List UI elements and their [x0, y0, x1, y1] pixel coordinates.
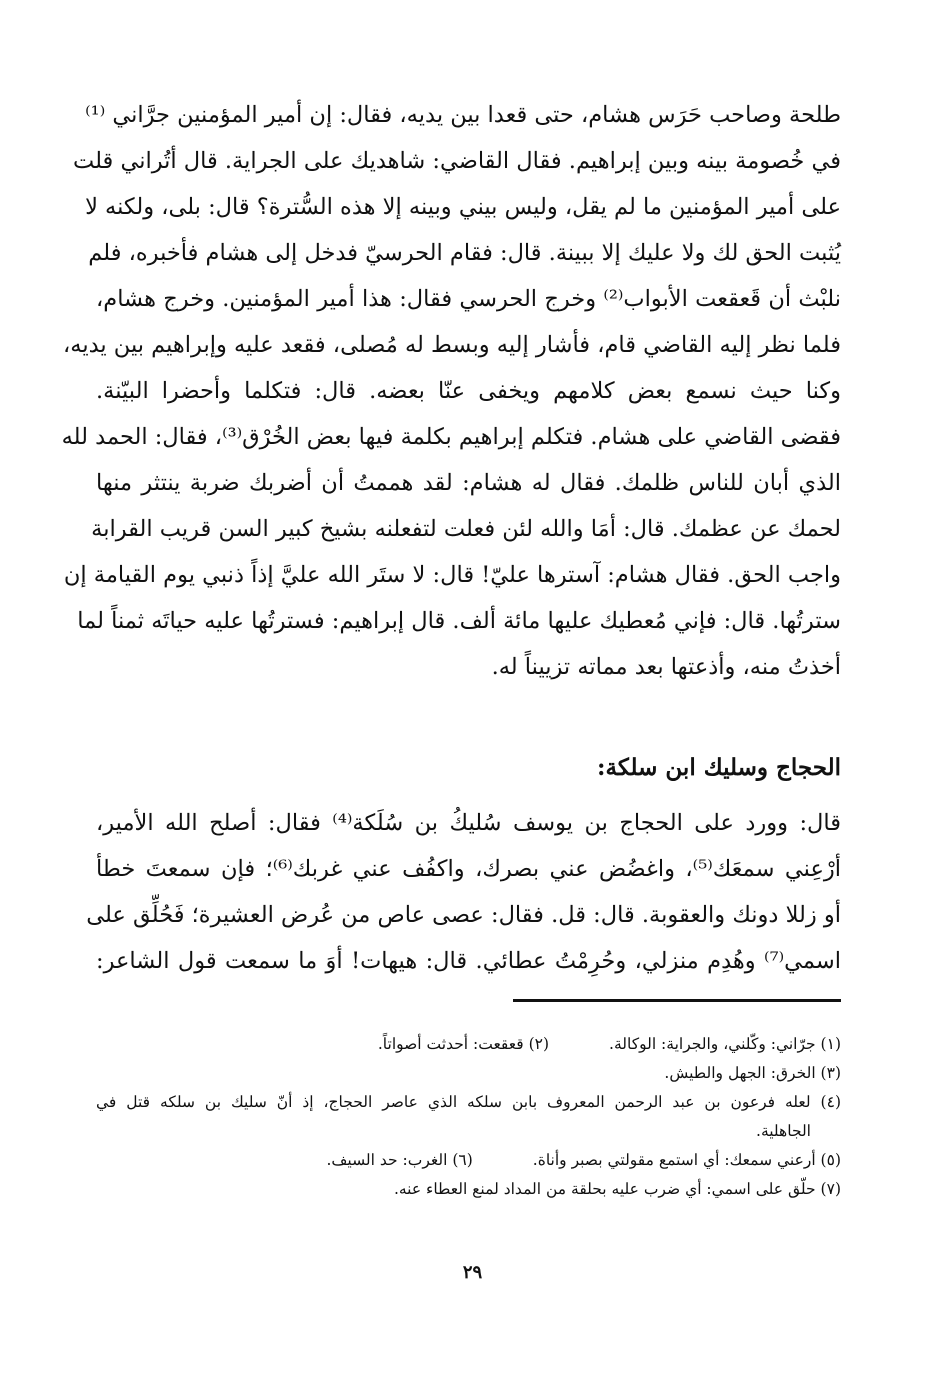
footnote-row: [96, 1030, 841, 1059]
footnote-4-continuation: الجاهلية.: [756, 1122, 811, 1140]
text-line: وكنا حيث نسمع بعض كلامهم ويخفى عنّا بعضه. قال: فتكلما وأحضرا البيّنة.: [96, 378, 841, 404]
text-line: في خُصومة بينه وبين إبراهيم. فقال القاضي: شاهديك على الجراية. قال أتُراني قلت: [73, 148, 841, 174]
footnote-2: (٢) قعقعت: أحدثت أصواتاً.: [377, 1035, 550, 1053]
text-line: الذي أبان للناس ظلمك. فقال له هشام: لقد هممتُ أن أضربك ضربة ينتثر منها: [96, 470, 841, 496]
text-line: اسمي⁽⁷⁾ وهُدِم منزلي، وحُرِمْتُ عطائي. قال: هيهات! أوَ ما سمعت قول الشاعر:: [96, 948, 841, 974]
text-line: أرْعِني سمعَك⁽⁵⁾، واغضُض عني بصرك، واكفُف عني غربك⁽⁶⁾؛ فإن سمعتَ خطأ: [96, 856, 841, 882]
main-text-block: [61, 92, 841, 690]
text-line: على أمير المؤمنين ما لم يقل، وليس بيني وبينه إلا هذه السُّترة؟ قال: بلى، ولكنه لا: [85, 194, 841, 220]
text-line: طلحة وصاحب حَرَس هشام، حتى قعدا بين يديه، فقال: إن أمير المؤمنين جرَّاني ⁽¹⁾: [85, 102, 841, 128]
text-line: قال: وورد على الحجاج بن يوسف سُليكُ بن سُلَكة⁽⁴⁾ فقال: أصلح الله الأمير،: [96, 810, 841, 836]
text-line: أو زللا دونك والعقوبة. قال: قل. فقال: عصى عاص من عُرض العشيرة؛ فَحُلِّق على: [86, 902, 841, 928]
footnote-1: (١) جرّاني: وكّلني، والجراية: الوكالة.: [609, 1035, 841, 1053]
text-line: يُثبت الحق لك ولا عليك إلا ببينة. قال: فقام الحرسيّ فدخل إلى هشام فأخبره، فلم: [88, 240, 841, 266]
text-line: نلبْث أن قَعقعت الأبواب⁽²⁾ وخرج الحرسي فقال: هذا أمير المؤمنين. وخرج هشام،: [96, 286, 841, 312]
text-line: سترتُها. قال: فإني مُعطيك عليها مائة ألف. قال إبراهيم: فسترتُها عليه حياتَه ثمناً لما: [77, 608, 841, 634]
footnote-3: (٣) الخرق: الجهل والطيش.: [664, 1064, 841, 1082]
footnote-7: (٧) حلّق على اسمي: أي ضرب عليه بحلقة من المداد لمنع العطاء عنه.: [393, 1180, 841, 1198]
footnote-6: (٦) الغرب: حد السيف.: [326, 1151, 473, 1169]
footnotes: [96, 1030, 841, 1204]
page-number: ٢٩: [462, 1262, 483, 1283]
footnote-5: (٥) أرعني سمعك: أي استمع مقولتي بصبر وأناة.: [532, 1151, 841, 1169]
text-line: واجب الحق. فقال هشام: آسترها عليّ! قال: لا ستَر الله عليَّ إذاً ذنبي يوم القيامة إن: [63, 562, 841, 588]
text-line: فلما نظر إليه القاضي قام، فأشار إليه وبسط له مُصلى، فقعد عليه وإبراهيم بين يديه،: [63, 332, 841, 358]
section-heading: الحجاج وسليك ابن سلكة:: [597, 754, 841, 781]
text-line: فقضى القاضي على هشام. فتكلم إبراهيم بكلمة فيها بعض الخُرْق⁽³⁾، فقال: الحمد لله: [61, 424, 841, 450]
footnote-4: (٤) لعله فرعون بن عبد الرحمن المعروف بابن سلكه الذي عاصر الحجاج، إذ أنّ سليك بن سلكه قتل في: [96, 1093, 841, 1111]
footnote-row: [96, 1146, 841, 1175]
text-line: أخذتُ منه، وأذعتها بعد مماته تزييناً له.: [491, 654, 841, 680]
section-text-block: [86, 800, 841, 984]
text-line: لحمك عن عظمك. قال: أمَا والله لئن فعلت لتفعلنه بشيخ كبير السن قريب القرابة: [91, 516, 841, 542]
footnote-separator: [513, 999, 841, 1002]
